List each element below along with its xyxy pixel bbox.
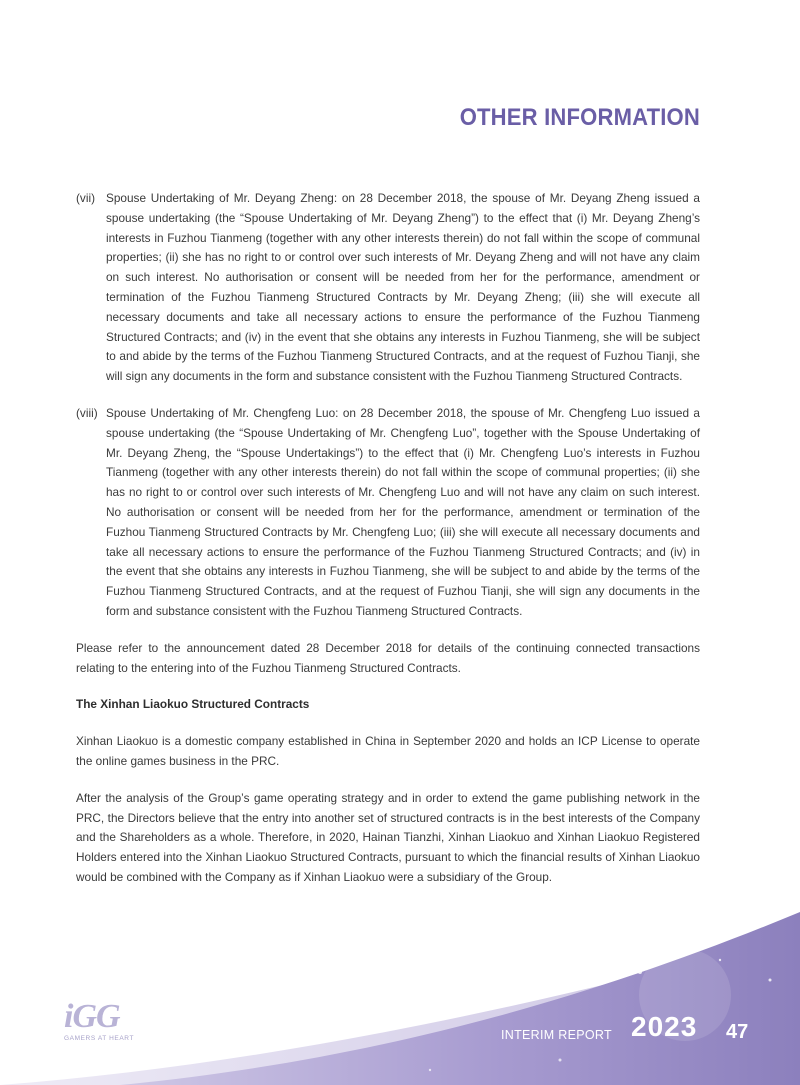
report-year: 2023 (631, 1011, 698, 1042)
paragraph-analysis: After the analysis of the Group’s game operating strategy and in order to extend the game publishing network in the PRC, the Directors believe that the entry into another set of structured contracts is in the best interests of the Company and the Shareholders as a whole. Therefore, in 2020, Hainan Tianzhi, Xinhan Liaokuo and Xinhan Liaokuo Registered Holders entered into the Xinhan Liaokuo Structured Contracts, pursuant to which the financial results of Xinhan Liaokuo would be combined with the Company as if Xinhan Liaokuo were a subsidiary of the Group. (76, 790, 700, 884)
list-item (76, 404, 700, 622)
page-number: 47 (726, 1021, 749, 1043)
item-number: (viii) (76, 405, 98, 420)
sparkle-dot (559, 1059, 562, 1062)
sparkle-dot (429, 1069, 431, 1071)
footer-wave-decoration (0, 900, 800, 1085)
list-item (76, 189, 700, 387)
paragraph-xinhan-intro: Xinhan Liaokuo is a domestic company established in China in September 2020 and holds an ICP License to operate the online games business in the PRC. (76, 734, 700, 768)
item-text: Spouse Undertaking of Mr. Deyang Zheng: on 28 December 2018, the spouse of Mr. Deyang Zheng issued a spouse undertaking (the “Spouse Undertaking of Mr. Deyang Zheng”) to the effect that (i) Mr. Deyang Zheng’s interests in Fuzhou Tianmeng (together with any other interests therein) do not fall within the scope of communal properties; (ii) she has no right to or control over such interests of Mr. Deyang Zheng and will not have any claim on such interest. No authorisation or consent will be needed from her for the performance, amendment or termination of the Fuzhou Tianmeng Structured Contracts by Mr. Deyang Zheng; (iii) she will execute all necessary documents and take all necessary actions to ensure the performance of the Fuzhou Tianmeng Structured Contracts; and (iv) in the event that she obtains any interests in Fuzhou Tianmeng, she will be subject to and abide by the terms of the Fuzhou Tianmeng Structured Contracts, and at the request of Fuzhou Tianji, she will sign any documents in the form and substance consistent with the Fuzhou Tianmeng Structured Contracts. (106, 191, 700, 384)
item-text: Spouse Undertaking of Mr. Chengfeng Luo: on 28 December 2018, the spouse of Mr. Chengfeng Luo issued a spouse undertaking (the “Spouse Undertaking of Mr. Chengfeng Luo”, together with the Spouse Undertaking of Mr. Deyang Zheng, the “Spouse Undertakings”) to the effect that (i) Mr. Chengfeng Luo’s interests in Fuzhou Tianmeng (together with any other interests therein) do not fall within the scope of communal properties; (ii) she has no right to or control over such interests of Mr. Chengfeng Luo and will not have any claim on such interest. No authorisation or consent will be needed from her for the performance, amendment or termination of the Fuzhou Tianmeng Structured Contracts by Mr. Chengfeng Luo; (iii) she will execute all necessary documents and take all necessary actions to ensure the performance of the Fuzhou Tianmeng Structured Contracts; and (iv) in the event that she obtains any interests in Fuzhou Tianmeng, she will be subject to and abide by the terms of the Fuzhou Tianmeng Structured Contracts, and at the request of Fuzhou Tianji, she will sign any documents in the form and substance consistent with the Fuzhou Tianmeng Structured Contracts. (106, 405, 700, 618)
sparkle-dot (769, 979, 772, 982)
company-logo (64, 1000, 134, 1042)
section-heading: The Xinhan Liaokuo Structured Contracts (76, 697, 310, 712)
logo-wordmark: iGG (64, 998, 120, 1035)
item-number: (vii) (76, 191, 95, 205)
sparkle-dot (719, 959, 721, 961)
body-content (76, 189, 700, 888)
report-label: INTERIM REPORT (501, 1028, 612, 1042)
paragraph-refer: Please refer to the announcement dated 28 December 2018 for details of the continuing connected transactions relating to the entering into of the Fuzhou Tianmeng Structured Contracts. (76, 640, 700, 675)
logo-tagline: GAMERS AT HEART (64, 1035, 135, 1042)
sparkle-dot (638, 970, 642, 974)
page-title: OTHER INFORMATION (459, 104, 700, 131)
